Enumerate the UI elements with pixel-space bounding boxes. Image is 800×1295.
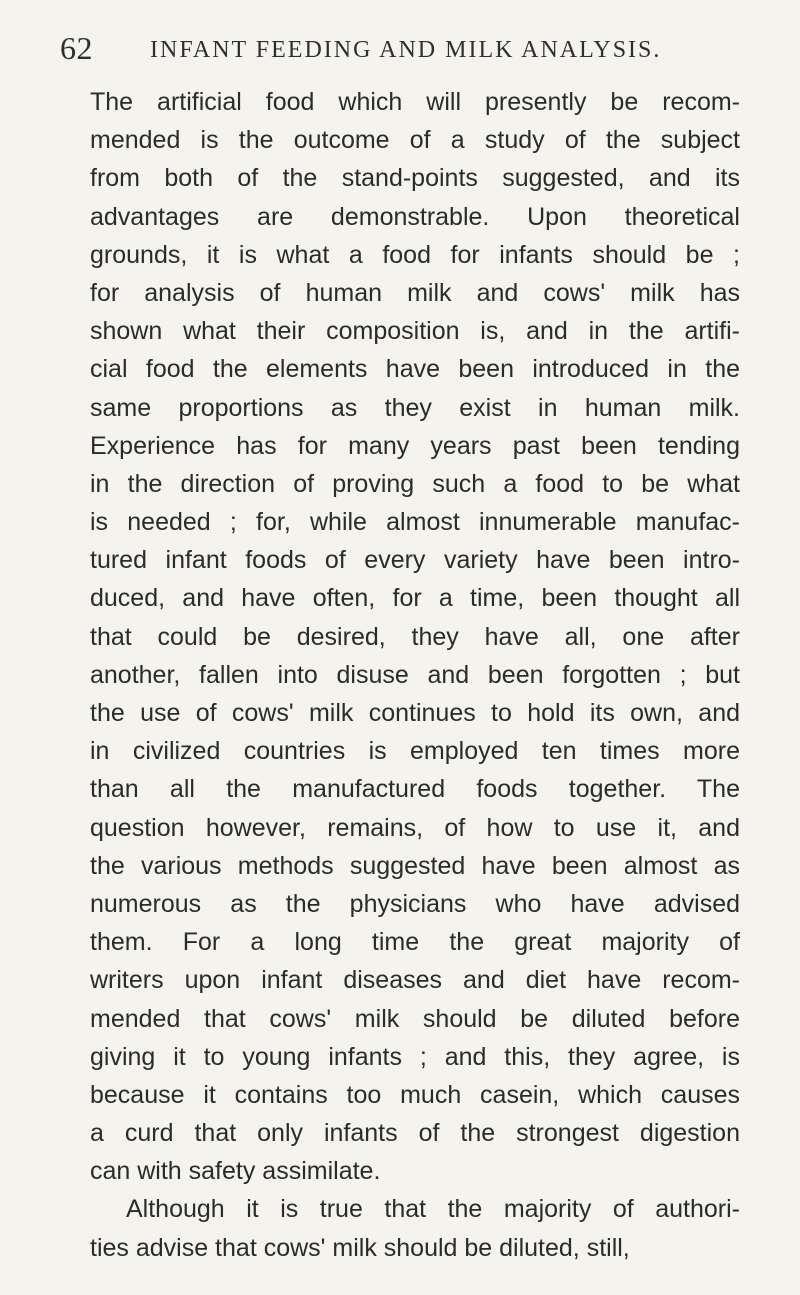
text-line: same proportions as they exist in human milk. [90, 393, 740, 422]
text-line: the various methods suggested have been almost as [90, 851, 740, 880]
text-line: in civilized countries is employed ten times more [90, 737, 740, 766]
body-text [90, 83, 740, 1267]
text-line: than all the manufactured foods together. The [90, 775, 740, 804]
text-line: mended is the outcome of a study of the subject [90, 126, 740, 155]
page-header [60, 28, 760, 68]
text-line: Experience has for many years past been tending [90, 431, 740, 460]
text-line: mended that cows' milk should be diluted before [90, 1004, 740, 1033]
text-line: cial food the elements have been introduced in the [90, 355, 740, 384]
text-line: in the direction of proving such a food to be what [90, 469, 740, 498]
text-line: duced, and have often, for a time, been thought all [90, 584, 740, 613]
text-line: grounds, it is what a food for infants should be ; [90, 240, 740, 269]
text-line: tured infant foods of every variety have been intro- [90, 546, 740, 575]
text-line: for analysis of human milk and cows' milk has [90, 278, 740, 307]
running-head: INFANT FEEDING AND MILK ANALYSIS. [150, 37, 662, 63]
text-line: a curd that only infants of the strongest digestion [90, 1119, 740, 1148]
text-line: shown what their composition is, and in the artifi- [90, 317, 740, 346]
text-line: writers upon infant diseases and diet have recom- [90, 966, 740, 995]
text-line: numerous as the physicians who have advised [90, 889, 740, 918]
text-line: giving it to young infants ; and this, they agree, is [90, 1042, 740, 1071]
text-line: from both of the stand-points suggested, and its [90, 164, 740, 193]
paragraph-end-line: can with safety assimilate. [90, 1157, 381, 1186]
text-line: because it contains too much casein, which causes [90, 1080, 740, 1109]
text-line: is needed ; for, while almost innumerable manufac- [90, 508, 740, 537]
text-line: another, fallen into disuse and been forgotten ; but [90, 660, 740, 689]
text-line: that could be desired, they have all, one after [90, 622, 740, 651]
text-line: the use of cows' milk continues to hold its own, and [90, 699, 740, 727]
text-line: them. For a long time the great majority of [90, 928, 740, 957]
paragraph-first-line: Although it is true that the majority of authori- [126, 1195, 740, 1224]
page-number: 62 [60, 30, 93, 66]
text-line: ties advise that cows' milk should be diluted, still, [90, 1233, 630, 1262]
text-line: The artificial food which will presently be recom- [90, 88, 740, 116]
text-line: advantages are demonstrable. Upon theoretical [90, 202, 740, 231]
text-line: question however, remains, of how to use it, and [90, 813, 740, 842]
